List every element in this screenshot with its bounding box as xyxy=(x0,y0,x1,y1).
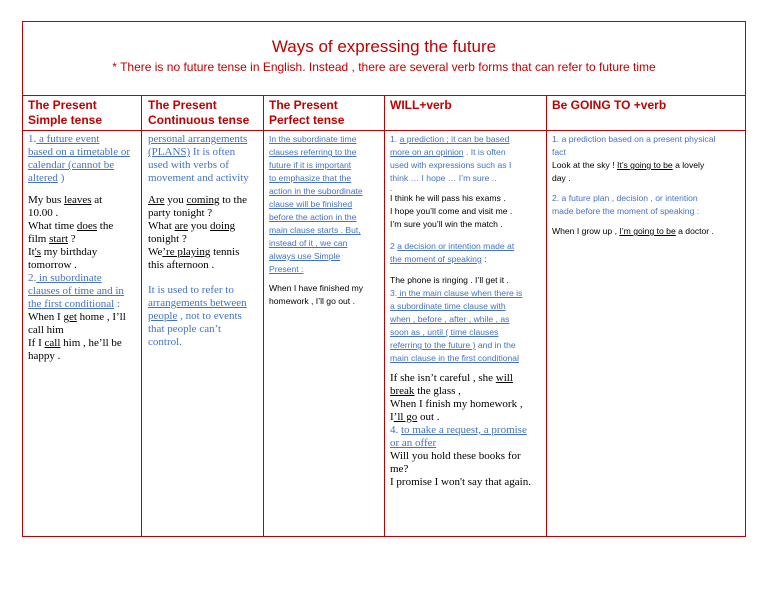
cell-present-simple: 1. a future event based on a timetable or calendar (cannot be altered ) My bus leaves at 10.00 . What time does the film start ? It's my birthday tomorrow . 2. in subordinate clauses of time and in the first conditional : When I get home , I’ll call him If I call him , he’ll be happy . xyxy=(28,133,131,362)
cell-going-to: 1. a prediction based on a present physical fact Look at the sky ! It’s going to be a lovely day . 2. a future plan , decision , or intention made before the moment of speaking : When I grow up , I’m going to be a doctor . xyxy=(552,134,716,236)
column-divider-2 xyxy=(263,95,264,536)
header-present-continuous: The Present Continuous tense xyxy=(148,98,250,127)
cell-will-verb: 1. a prediction ; it can be based more on an opinion . It is often used with expressions such as I think … I hope … I’m sure .. . I think he will pass his exams . I hope you’ll come and visit me . I’m sure you’ll win the match . 2 a decision or intention made at the moment of speaking : The phone is ringing . I’ll get it . 3. in the main clause when there is a subordinate time clause with when , before , after , while , as soon as , until ( time clauses referring to the future ) and in the main clause in the first conditional If she isn’t careful , she will break the glass , When I finish my homework , I’ll go out . 4. to make a request, a promise or an offer Will you hold these books for me? I promise I won't say that again. xyxy=(390,134,531,488)
cell-present-continuous: personal arrangements (PLANS) It is often used with verbs of movement and activity Are you coming to the party tonight ? What are you doing tonight ? We’re playing tennis this afternoon . It is used to refer to arrangements between people , not to events that people can’t control. xyxy=(148,133,249,348)
header-present-perfect: The Present Perfect tense xyxy=(269,98,345,127)
document-sheet xyxy=(22,21,746,537)
column-divider-1 xyxy=(141,95,142,536)
cell-present-perfect: In the subordinate time clauses referring to the future if it is important to emphasize that the action in the subordinate clause will be finished before the action in the main clause starts . But, instead of it , we can always use Simple Present : When I have finished my homework , I’ll go out . xyxy=(269,134,364,306)
header-going-to: Be GOING TO +verb xyxy=(552,98,667,112)
column-divider-3 xyxy=(384,95,385,536)
header-will-verb: WILL+verb xyxy=(390,98,452,112)
page-title: Ways of expressing the future xyxy=(271,37,497,56)
column-divider-4 xyxy=(546,95,547,536)
page-subtitle: * There is no future tense in English. Instead , there are several verb forms that can refer to future time xyxy=(112,60,656,74)
header-present-simple: The Present Simple tense xyxy=(28,98,103,127)
